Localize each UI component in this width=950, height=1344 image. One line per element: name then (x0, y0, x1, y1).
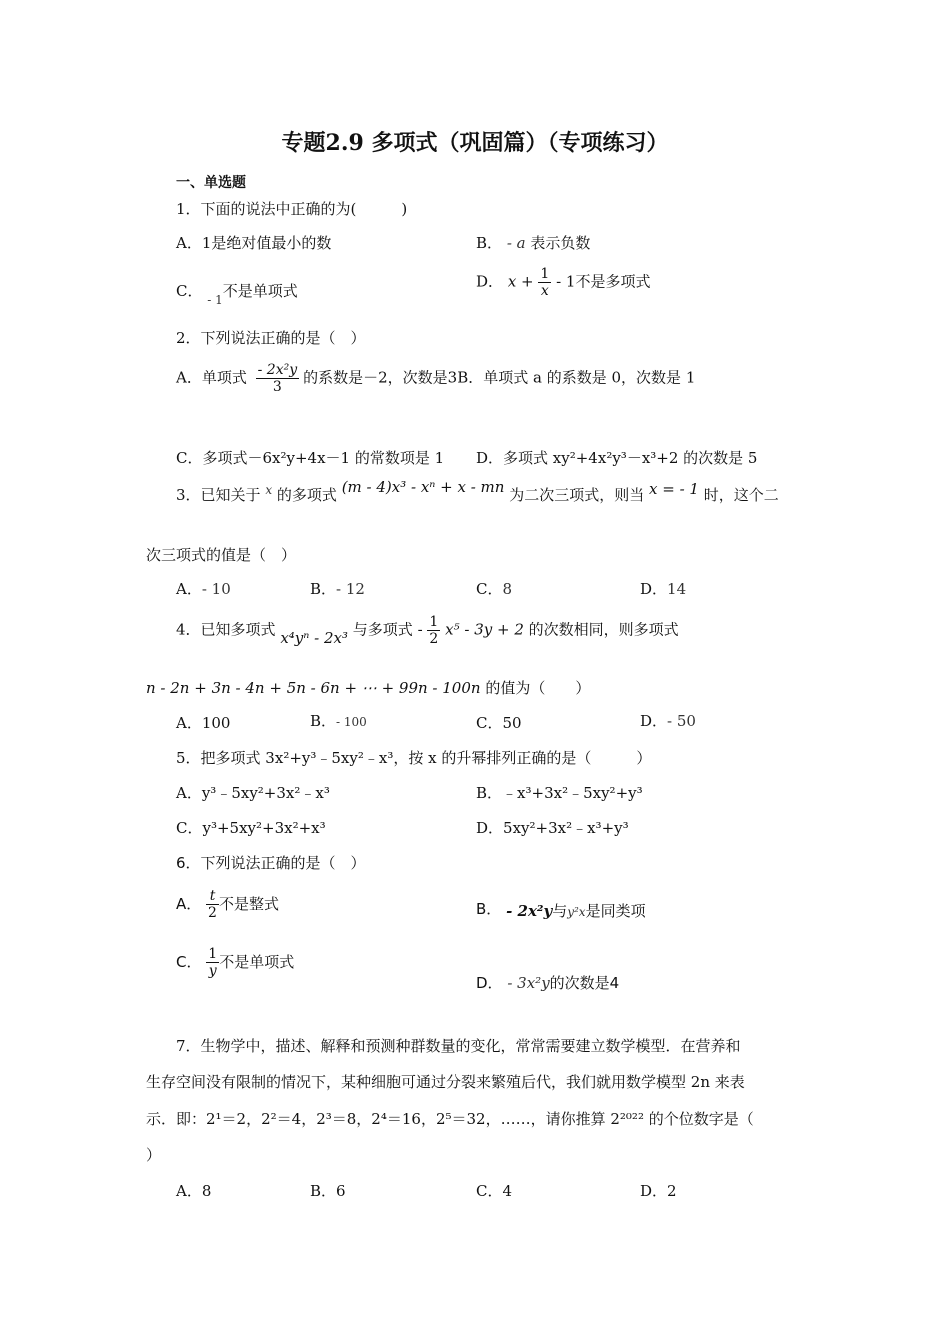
q6-option-c: C． $\frac{1}{y}$ 不是单项式 (176, 946, 295, 980)
q4-poly1: x⁴yⁿ - 2x³ (280, 628, 348, 647)
q4-option-c: C．50 (476, 714, 522, 732)
page-title: 专题2.9 多项式（巩固篇）（专项练习） (281, 130, 669, 156)
q4-option-d: D．- 50 (640, 712, 696, 730)
q4-stem-line1: 4．已知多项式 x⁴yⁿ - 2x³ 与多项式 - $\frac{1}{2}$ x⁵ - 3y + 2 的次数相同，则多项式 (176, 614, 679, 648)
q2-option-d: D．多项式 xy²+4x²y³－x³+2 的次数是 5 (476, 449, 758, 467)
q7-line2: 生存空间没有限制的情况下，某种细胞可通过分裂来繁殖后代，我们就用数学模型 2n 来表 (146, 1073, 745, 1091)
q5-option-d: D．5xy²+3x²﹣x³+y³ (476, 819, 629, 837)
q1-option-a: A．1是绝对值最小的数 (176, 234, 332, 252)
q2-option-a: A．单项式 $\frac{\text{- 2x²y}}{3}$ 的系数是－2，次数是3B．单项式 a 的系数是 0，次数是 1 (176, 362, 696, 396)
q7-option-b: B．6 (310, 1182, 346, 1200)
q4-option-b: B．- 100 (310, 712, 367, 730)
q1-option-b: B． - a 表示负数 (476, 234, 591, 252)
q7-line3: 示．即：2¹＝2，2²＝4，2³＝8，2⁴＝16，2⁵＝32，……，请你推算 2²⁰²² 的个位数字是（ (146, 1110, 754, 1128)
q4-option-a: A．100 (176, 714, 231, 732)
q1-d-fraction: $\frac{1}{x}$ (540, 266, 550, 300)
section-heading: 一、单选题 (176, 175, 246, 191)
q5-stem: 5．把多项式 3x²+y³﹣5xy²﹣x³，按 x 的升幂排列正确的是（ ） (176, 749, 652, 767)
q7-option-d: D．2 (640, 1182, 677, 1200)
q5-option-a: A．y³﹣5xy²+3x²﹣x³ (176, 784, 330, 802)
q4-fraction: $\frac{1}{2}$ (429, 614, 439, 648)
q3-condition: x = - 1 (649, 480, 699, 498)
q2-option-c: C．多项式－6x²y+4x－1 的常数项是 1 (176, 449, 445, 467)
q4-sum-expression: n - 2n + 3n - 4n + 5n - 6n + ⋯ + 99n - 100n (146, 679, 481, 697)
q3-option-d: D．14 (640, 580, 687, 598)
q3-option-c: C．8 (476, 580, 513, 598)
q6-c-fraction: $\frac{1}{y}$ (208, 946, 218, 980)
q1-option-d: D． x + $\frac{1}{x}$ - 1不是多项式 (476, 266, 651, 300)
q1-c-math: - 1 (207, 293, 223, 307)
q4-stem-line2: n - 2n + 3n - 4n + 5n - 6n + ⋯ + 99n - 100n 的值为（ ） (146, 679, 591, 697)
q1-b-math: - a (506, 234, 526, 252)
q3-polynomial: (m - 4)x³ - xⁿ + x - mn (341, 478, 505, 496)
q5-option-b: B．﹣x³+3x²﹣5xy²+y³ (476, 784, 643, 802)
q7-option-c: C．4 (476, 1182, 513, 1200)
q4-poly2: x⁵ - 3y + 2 (445, 620, 524, 639)
q3-stem-line2: 次三项式的值是（ ） (146, 546, 297, 564)
q3-option-b: B．- 12 (310, 580, 365, 598)
q6-stem: 6．下列说法正确的是（ ） (176, 854, 366, 872)
q7-line4: ） (146, 1146, 162, 1164)
q3-option-a: A．- 10 (176, 580, 231, 598)
q3-stem-line1: 3．已知关于 $^x$ 的多项式 (m - 4)x³ - xⁿ + x - mn 为二次三项式，则当 x = - 1 时，这个二 (176, 478, 779, 504)
q2-a-fraction: $\frac{\text{- 2x²y}}{3}$ (257, 362, 298, 396)
q6-a-fraction: $\frac{t}{2}$ (208, 888, 217, 922)
q2-stem: 2．下列说法正确的是（ ） (176, 329, 366, 347)
q1-option-c: C． $_{- 1}$不是单项式 (176, 282, 298, 307)
q6-option-a: A． $\frac{t}{2}$ 不是整式 (176, 888, 279, 922)
q6-option-d: D． - 3x²y的次数是4 (476, 974, 620, 992)
q7-option-a: A．8 (176, 1182, 212, 1200)
q5-option-c: C．y³+5xy²+3x²+x³ (176, 819, 326, 837)
q7-line1: 7．生物学中，描述、解释和预测种群数量的变化，常常需要建立数学模型．在营养和 (176, 1037, 741, 1055)
q6-option-b: B． - 2x²y与y²x是同类项 (476, 900, 646, 920)
q1-stem: 1．下面的说法中正确的为( ) (176, 200, 408, 218)
